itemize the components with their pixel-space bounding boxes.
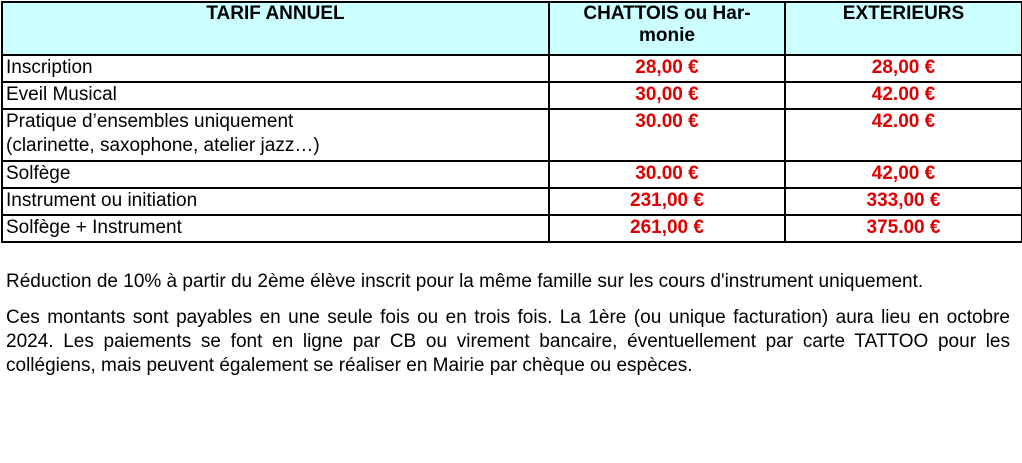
price-chattois: 231,00 € (549, 188, 785, 215)
price-exterieurs: 42.00 € (785, 109, 1022, 161)
price-exterieurs: 333,00 € (785, 188, 1022, 215)
table-header-row (2, 2, 1022, 55)
price-chattois: 261,00 € (549, 215, 785, 242)
table-row (2, 215, 1022, 242)
row-label-line1: Pratique d’ensembles uniquement (6, 111, 294, 132)
price-exterieurs: 42.00 € (785, 82, 1022, 109)
header-chattois (549, 2, 785, 55)
row-label-line2: (clarinette, saxophone, atelier jazz…) (6, 135, 320, 156)
header-exterieurs: EXTERIEURS (785, 2, 1022, 55)
price-exterieurs: 42,00 € (785, 161, 1022, 188)
row-label: Solfège + Instrument (2, 215, 549, 242)
price-chattois: 30.00 € (549, 109, 785, 161)
reduction-note: Réduction de 10% à partir du 2ème élève inscrit pour la même famille sur les cours d'instrument uniquement. (6, 271, 924, 292)
notes-section (6, 270, 1010, 390)
tarif-table (1, 1, 1022, 243)
row-label: Solfège (2, 161, 549, 188)
table-row (2, 188, 1022, 215)
header-chattois-line1: CHATTOIS ou Har- (583, 3, 751, 24)
table-row (2, 109, 1022, 161)
table-row (2, 55, 1022, 82)
price-chattois: 30.00 € (549, 161, 785, 188)
row-label: Instrument ou initiation (2, 188, 549, 215)
price-chattois: 30,00 € (549, 82, 785, 109)
price-exterieurs: 28,00 € (785, 55, 1022, 82)
table-row (2, 161, 1022, 188)
price-exterieurs: 375.00 € (785, 215, 1022, 242)
row-label: Eveil Musical (2, 82, 549, 109)
table-row (2, 82, 1022, 109)
payment-note: Ces montants sont payables en une seule fois ou en trois fois. La 1ère (ou unique facturation) aura lieu en octobre 2024. Les paiements se font en ligne par CB ou virement bancaire, éventuellement par carte TATTOO pour les collégiens, mais peuvent également se réaliser en Mairie par chèque ou espèces. (6, 307, 1010, 376)
header-tarif-annuel: TARIF ANNUEL (2, 2, 549, 55)
row-label (2, 109, 549, 161)
row-label: Inscription (2, 55, 549, 82)
price-chattois: 28,00 € (549, 55, 785, 82)
header-chattois-line2: monie (639, 25, 695, 46)
